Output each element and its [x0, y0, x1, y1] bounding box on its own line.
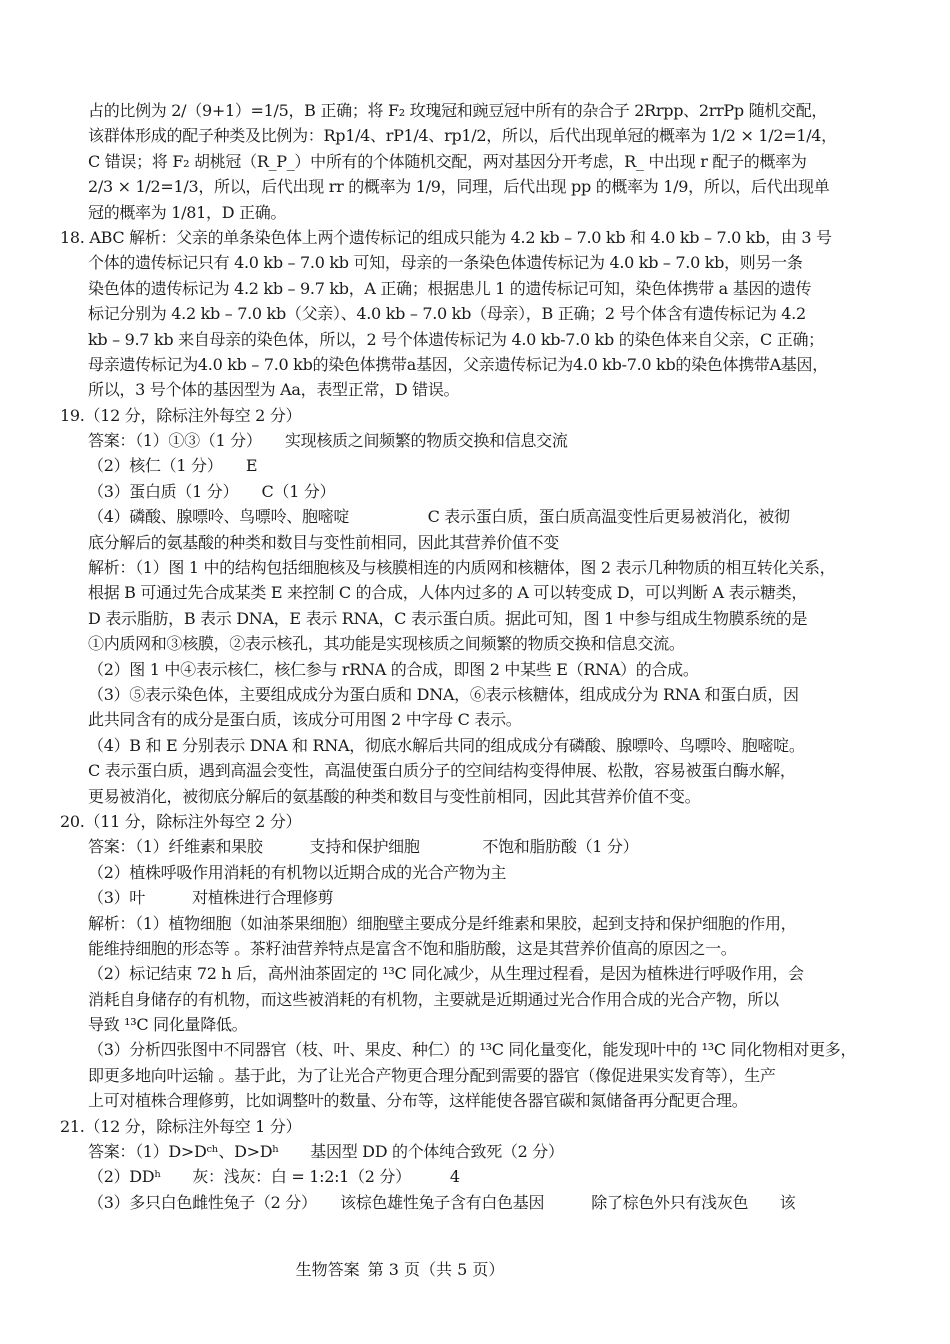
text-line: （2）标记结束 72 h 后，高州油茶固定的 ¹³C 同化减少，从生理过程看，是因为植株进行呼吸作用，会 [88, 964, 804, 984]
answer-line: （4）磷酸、腺嘌呤、鸟嘌呤、胞嘧啶 C 表示蛋白质，蛋白质高温变性后更易被消化，被彻 [88, 507, 790, 527]
question-18-heading: 18. ABC 解析：父亲的单条染色体上两个遗传标记的组成只能为 4.2 kb – 7.0 kb 和 4.0 kb – 7.0 kb，由 3 号 [60, 227, 832, 247]
text-line: 母亲遗传标记为4.0 kb – 7.0 kb的染色体携带a基因，父亲遗传标记为4.0 kb-7.0 kb的染色体携带A基因， [88, 354, 828, 374]
text-line: （2）图 1 中④表示核仁，核仁参与 rRNA 的合成，即图 2 中某些 E（RNA）的合成。 [88, 659, 699, 679]
text-line: （3）分析四张图中不同器官（枝、叶、果皮、种仁）的 ¹³C 同化量变化，能发现叶中的 ¹³C 同化物相对更多， [88, 1040, 857, 1060]
answer-line: （2）核仁（1 分） E [88, 456, 258, 476]
answer-line: （2）植株呼吸作用消耗的有机物以近期合成的光合产物为主 [88, 862, 507, 882]
text-line: 消耗自身储存的有机物，而这些被消耗的有机物，主要就是近期通过光合作用合成的光合产物，所以 [88, 989, 779, 1009]
text-line: 个体的遗传标记只有 4.0 kb – 7.0 kb 可知，母亲的一条染色体遗传标记为 4.0 kb – 7.0 kb，则另一条 [88, 253, 803, 273]
text-line: （3）⑤表示染色体，主要组成成分为蛋白质和 DNA，⑥表示核糖体，组成成分为 RNA 和蛋白质，因 [88, 684, 799, 704]
answer-line: 答案：（1）纤维素和果胶 支持和保护细胞 不饱和脂肪酸（1 分） [88, 837, 639, 857]
text-line: D 表示脂肪，B 表示 DNA，E 表示 RNA，C 表示蛋白质。据此可知，图 1 中参与组成生物膜系统的是 [88, 608, 808, 628]
text-line: C 表示蛋白质，遇到高温会变性，高温使蛋白质分子的空间结构变得伸展、松散，容易被蛋白酶水解， [88, 761, 796, 781]
analysis-line: 解析：（1）图 1 中的结构包括细胞核及与核膜相连的内质网和核糖体，图 2 表示几种物质的相互转化关系， [88, 558, 836, 578]
text-line: 冠的概率为 1/81，D 正确。 [88, 202, 287, 222]
text-line: 即更多地向叶运输 。基于此，为了让光合产物更合理分配到需要的器官（像促进果实发育等），生产 [88, 1065, 776, 1085]
page-footer [0, 1258, 950, 1282]
answer-line: 答案：（1）D>Dᶜʰ、D>Dʰ 基因型 DD 的个体纯合致死（2 分） [88, 1142, 564, 1162]
answer-line: （2）DDʰ 灰：浅灰：白 = 1:2:1（2 分） 4 [88, 1167, 460, 1187]
text-line: 该群体形成的配子种类及比例为：Rp1/4、rP1/4、rp1/2，所以，后代出现单冠的概率为 1/2 × 1/2=1/4， [88, 126, 837, 146]
text-line: （4）B 和 E 分别表示 DNA 和 RNA，彻底水解后共同的组成成分有磷酸、腺嘌呤、鸟嘌呤、胞嘧啶。 [88, 735, 805, 755]
text-line: 所以，3 号个体的基因型为 Aa，表型正常，D 错误。 [88, 380, 460, 400]
text-line: 导致 ¹³C 同化量降低。 [88, 1015, 248, 1035]
footer-page-number: 第 3 页（共 5 页） [367, 1260, 505, 1279]
text-line: kb – 9.7 kb 来自母亲的染色体，所以，2 号个体遗传标记为 4.0 kb-7.0 kb 的染色体来自父亲，C 正确； [88, 329, 824, 349]
footer-title: 生物答案 [295, 1260, 360, 1279]
text-line: 标记分别为 4.2 kb – 7.0 kb（父亲）、4.0 kb – 7.0 kb（母亲），B 正确；2 号个体含有遗传标记为 4.2 [88, 304, 806, 324]
answer-line: 答案：（1）①③（1 分） 实现核质之间频繁的物质交换和信息交流 [88, 431, 568, 451]
text-line: 更易被消化，被彻底分解后的氨基酸的种类和数目与变性前相同，因此其营养价值不变。 [88, 786, 701, 806]
text-line: 根据 B 可通过先合成某类 E 来控制 C 的合成，人体内过多的 A 可以转变成 D，可以判断 A 表示糖类， [88, 583, 808, 603]
answer-line: （3）叶 对植株进行合理修剪 [88, 888, 334, 908]
text-line: ①内质网和③核膜，②表示核孔，其功能是实现核质之间频繁的物质交换和信息交流。 [88, 634, 685, 654]
text-line: 能维持细胞的形态等 。茶籽油营养特点是富含不饱和脂肪酸，这是其营养价值高的原因之一。 [88, 938, 737, 958]
analysis-line: 解析：（1）植物细胞（如油茶果细胞）细胞壁主要成分是纤维素和果胶，起到支持和保护细胞的作用， [88, 913, 797, 933]
text-line: 此共同含有的成分是蛋白质，该成分可用图 2 中字母 C 表示。 [88, 710, 522, 730]
question-20-heading: 20.（11 分，除标注外每空 2 分） [60, 811, 302, 831]
question-19-heading: 19.（12 分，除标注外每空 2 分） [60, 405, 302, 425]
text-line: 底分解后的氨基酸的种类和数目与变性前相同，因此其营养价值不变 [88, 532, 560, 552]
question-21-heading: 21.（12 分，除标注外每空 1 分） [60, 1116, 302, 1136]
answer-line: （3）蛋白质（1 分） C（1 分） [88, 481, 336, 501]
text-line: 上可对植株合理修剪，比如调整叶的数量、分布等，这样能使各器官碳和氮储备再分配更合理。 [88, 1091, 748, 1111]
text-line: 占的比例为 2/（9+1）=1/5，B 正确；将 F₂ 玫瑰冠和豌豆冠中所有的杂合子 2Rrpp、2rrPp 随机交配， [88, 101, 828, 120]
text-line: 2/3 × 1/2=1/3，所以，后代出现 rr 的概率为 1/9，同理，后代出现 pp 的概率为 1/9，所以，后代出现单 [88, 177, 830, 197]
answer-text [60, 98, 878, 1215]
text-line: C 错误；将 F₂ 胡桃冠（R_P_）中所有的个体随机交配，两对基因分开考虑，R_ 中出现 r 配子的概率为 [88, 151, 807, 171]
text-line: 染色体的遗传标记为 4.2 kb – 9.7 kb，A 正确；根据患儿 1 的遗传标记可知，染色体携带 a 基因的遗传 [88, 278, 812, 298]
answer-line: （3）多只白色雌性兔子（2 分） 该棕色雄性兔子含有白色基因 除了棕色外只有浅灰色 该 [88, 1192, 796, 1212]
